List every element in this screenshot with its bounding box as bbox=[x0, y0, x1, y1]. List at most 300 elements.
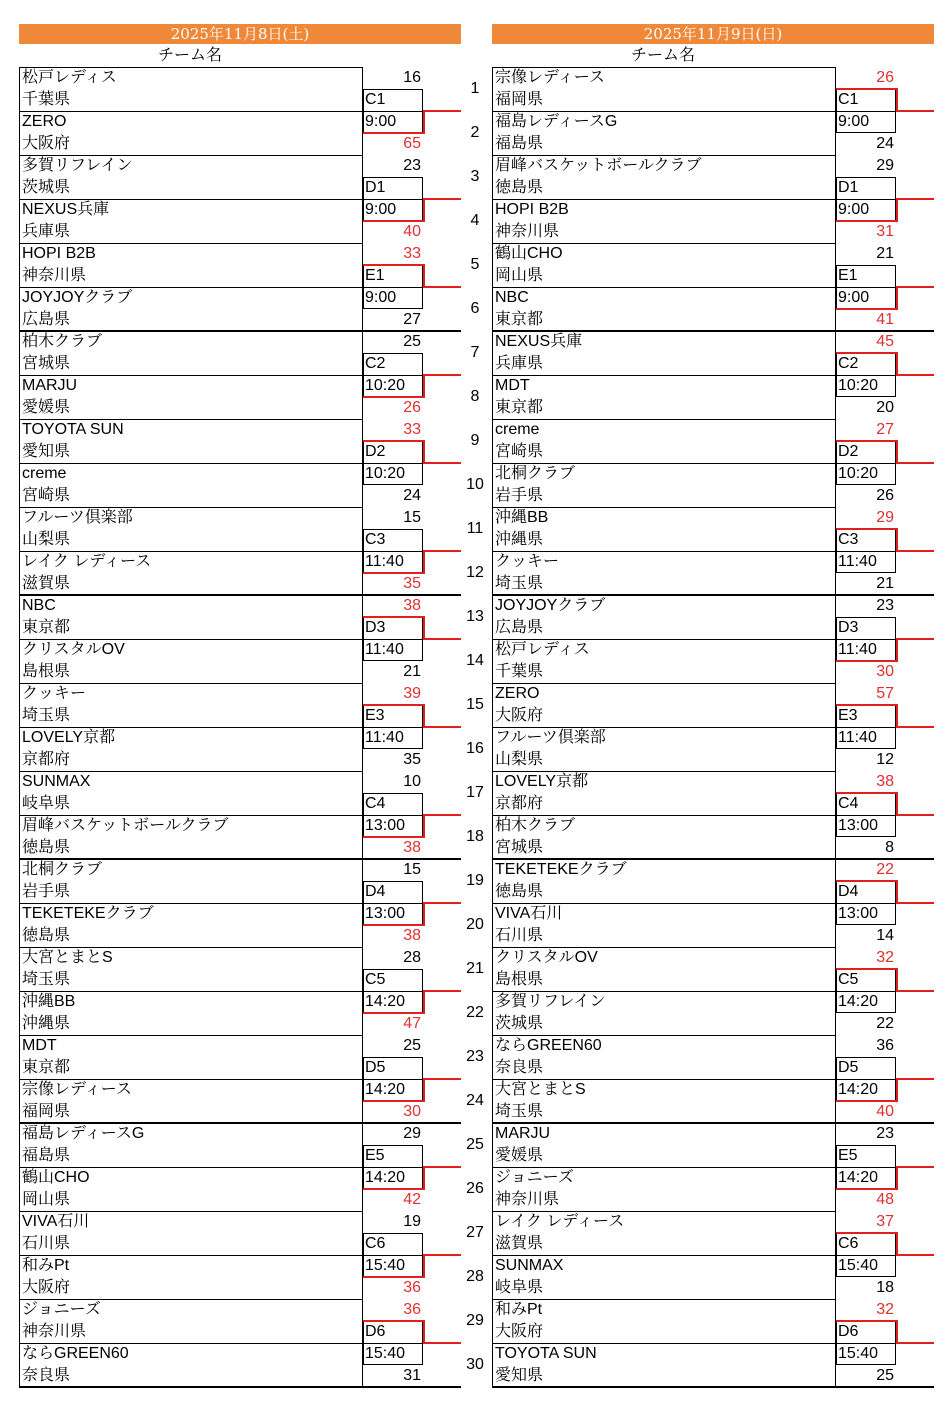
team-prefecture: 千葉県 bbox=[22, 91, 71, 108]
match-time: 15:40 bbox=[838, 1345, 879, 1362]
team-prefecture: 岩手県 bbox=[495, 487, 544, 504]
score-a: 23 bbox=[403, 157, 421, 174]
match-time: 11:40 bbox=[838, 641, 877, 658]
team-prefecture: 奈良県 bbox=[495, 1059, 544, 1076]
row-divider bbox=[19, 1255, 363, 1256]
match-time: 13:00 bbox=[838, 905, 879, 922]
team-prefecture: 宮城県 bbox=[22, 355, 71, 372]
winner-bracket bbox=[836, 1100, 898, 1102]
winner-bracket bbox=[423, 110, 461, 112]
score-b: 40 bbox=[876, 1103, 894, 1120]
winner-bracket bbox=[896, 726, 934, 728]
team-name: HOPI B2B bbox=[495, 201, 569, 218]
winner-bracket bbox=[363, 836, 425, 838]
team-prefecture: 山梨県 bbox=[22, 531, 71, 548]
winner-bracket bbox=[423, 374, 461, 376]
team-name: 眉峰バスケットボールクラブ bbox=[495, 157, 702, 174]
court-code: E3 bbox=[365, 707, 385, 724]
team-prefecture: 埼玉県 bbox=[495, 1103, 544, 1120]
match-time: 14:20 bbox=[365, 1169, 406, 1186]
score-a: 16 bbox=[403, 69, 421, 86]
court-code: D1 bbox=[838, 179, 859, 196]
winner-bracket bbox=[423, 1342, 461, 1344]
match-number: 1 bbox=[470, 80, 480, 97]
score-a: 23 bbox=[876, 597, 894, 614]
team-name: LOVELY京都 bbox=[22, 729, 116, 746]
team-name: TEKETEKEクラブ bbox=[22, 905, 154, 922]
team-prefecture: 神奈川県 bbox=[22, 267, 87, 284]
team-name: レイク レディース bbox=[495, 1213, 625, 1230]
team-prefecture: 宮城県 bbox=[495, 839, 544, 856]
team-name: NBC bbox=[495, 289, 529, 306]
score-b: 18 bbox=[876, 1279, 894, 1296]
score-a: 26 bbox=[876, 69, 894, 86]
team-name: MARJU bbox=[22, 377, 78, 394]
team-prefecture: 兵庫県 bbox=[22, 223, 71, 240]
winner-bracket bbox=[363, 132, 425, 134]
team-prefecture: 兵庫県 bbox=[495, 355, 544, 372]
court-code: C6 bbox=[838, 1235, 859, 1252]
match-number: 6 bbox=[470, 300, 480, 317]
winner-bracket bbox=[896, 352, 898, 376]
group-separator bbox=[492, 330, 934, 332]
match-time: 14:20 bbox=[365, 1081, 406, 1098]
winner-bracket bbox=[896, 88, 898, 112]
score-a: 32 bbox=[876, 1301, 894, 1318]
court-code: C2 bbox=[838, 355, 859, 372]
score-b: 31 bbox=[876, 223, 894, 240]
winner-bracket bbox=[896, 550, 934, 552]
winner-bracket bbox=[363, 1276, 425, 1278]
team-prefecture: 大阪府 bbox=[22, 135, 71, 152]
court-code: D4 bbox=[365, 883, 386, 900]
score-b: 20 bbox=[876, 399, 894, 416]
score-b: 38 bbox=[403, 927, 421, 944]
team-name: TOYOTA SUN bbox=[22, 421, 124, 438]
court-code: C5 bbox=[365, 971, 386, 988]
team-name: フルーツ倶楽部 bbox=[495, 729, 606, 746]
winner-bracket bbox=[363, 704, 425, 706]
score-b: 65 bbox=[403, 135, 421, 152]
winner-bracket bbox=[896, 902, 934, 904]
match-number: 23 bbox=[466, 1048, 484, 1065]
score-a: 21 bbox=[876, 245, 894, 262]
match-number: 24 bbox=[466, 1092, 484, 1109]
match-number: 9 bbox=[470, 432, 480, 449]
winner-bracket bbox=[836, 352, 898, 354]
court-code: C4 bbox=[838, 795, 859, 812]
score-b: 25 bbox=[876, 1367, 894, 1384]
match-number: 4 bbox=[470, 212, 480, 229]
match-number: 5 bbox=[470, 256, 480, 273]
team-name: 福島レディースG bbox=[495, 113, 618, 130]
team-name: 多賀リフレイン bbox=[22, 157, 133, 174]
winner-bracket bbox=[896, 704, 898, 728]
team-prefecture: 愛媛県 bbox=[495, 1147, 544, 1164]
score-b: 47 bbox=[403, 1015, 421, 1032]
team-prefecture: 島根県 bbox=[495, 971, 544, 988]
score-b: 26 bbox=[876, 487, 894, 504]
winner-bracket bbox=[896, 198, 898, 222]
team-prefecture: 岐阜県 bbox=[22, 795, 71, 812]
team-prefecture: 沖縄県 bbox=[495, 531, 544, 548]
winner-bracket bbox=[423, 1320, 425, 1344]
team-prefecture: 宮崎県 bbox=[495, 443, 544, 460]
team-name: 宗像レディース bbox=[22, 1081, 132, 1098]
winner-bracket bbox=[836, 792, 898, 794]
score-b: 26 bbox=[403, 399, 421, 416]
score-b: 48 bbox=[876, 1191, 894, 1208]
winner-bracket bbox=[896, 528, 898, 552]
score-b: 27 bbox=[403, 311, 421, 328]
winner-bracket bbox=[896, 1078, 898, 1102]
court-code: D6 bbox=[838, 1323, 859, 1340]
team-prefecture: 岡山県 bbox=[495, 267, 544, 284]
team-prefecture: 福島県 bbox=[22, 1147, 71, 1164]
score-a: 10 bbox=[403, 773, 421, 790]
team-prefecture: 愛媛県 bbox=[22, 399, 71, 416]
match-time: 9:00 bbox=[365, 113, 397, 130]
court-code: E5 bbox=[365, 1147, 385, 1164]
team-prefecture: 東京都 bbox=[495, 311, 544, 328]
match-number: 3 bbox=[470, 168, 480, 185]
score-a: 22 bbox=[876, 861, 894, 878]
group-separator bbox=[19, 858, 461, 860]
team-prefecture: 東京都 bbox=[22, 619, 71, 636]
winner-bracket bbox=[423, 440, 425, 464]
match-number: 10 bbox=[466, 476, 484, 493]
match-number: 18 bbox=[466, 828, 484, 845]
match-time: 11:40 bbox=[838, 729, 877, 746]
score-a: 28 bbox=[403, 949, 421, 966]
team-prefecture: 石川県 bbox=[495, 927, 544, 944]
score-b: 22 bbox=[876, 1015, 894, 1032]
score-a: 25 bbox=[403, 333, 421, 350]
winner-bracket bbox=[363, 1012, 425, 1014]
team-name: NEXUS兵庫 bbox=[22, 201, 110, 218]
winner-bracket bbox=[423, 1078, 425, 1102]
winner-bracket bbox=[896, 1320, 898, 1344]
winner-bracket bbox=[423, 462, 461, 464]
winner-bracket bbox=[896, 968, 898, 992]
team-prefecture: 奈良県 bbox=[22, 1367, 71, 1384]
team-name: ジョニーズ bbox=[22, 1301, 101, 1318]
team-name: MDT bbox=[22, 1037, 57, 1054]
score-a: 29 bbox=[876, 509, 894, 526]
winner-bracket bbox=[896, 198, 934, 200]
match-time: 11:40 bbox=[365, 553, 404, 570]
winner-bracket bbox=[423, 110, 425, 134]
team-prefecture: 徳島県 bbox=[495, 883, 544, 900]
team-name: クッキー bbox=[22, 685, 87, 702]
court-code: C6 bbox=[365, 1235, 386, 1252]
match-number: 15 bbox=[466, 696, 484, 713]
team-prefecture: 神奈川県 bbox=[495, 223, 560, 240]
team-name-header: チーム名 bbox=[630, 47, 695, 64]
team-prefecture: 広島県 bbox=[22, 311, 71, 328]
team-name: フルーツ倶楽部 bbox=[22, 509, 133, 526]
match-number: 21 bbox=[466, 960, 484, 977]
group-separator bbox=[19, 1122, 461, 1124]
match-time: 10:20 bbox=[365, 377, 406, 394]
score-a: 15 bbox=[403, 509, 421, 526]
score-a: 27 bbox=[876, 421, 894, 438]
score-b: 21 bbox=[403, 663, 421, 680]
score-b: 30 bbox=[876, 663, 894, 680]
score-b: 30 bbox=[403, 1103, 421, 1120]
score-a: 25 bbox=[403, 1037, 421, 1054]
match-time: 11:40 bbox=[838, 553, 877, 570]
match-number: 7 bbox=[470, 344, 480, 361]
score-a: 36 bbox=[403, 1301, 421, 1318]
winner-bracket bbox=[896, 1166, 898, 1190]
match-time: 13:00 bbox=[838, 817, 879, 834]
winner-bracket bbox=[423, 704, 425, 728]
team-prefecture: 神奈川県 bbox=[22, 1323, 87, 1340]
team-name: MDT bbox=[495, 377, 530, 394]
team-prefecture: 東京都 bbox=[22, 1059, 71, 1076]
team-prefecture: 山梨県 bbox=[495, 751, 544, 768]
team-prefecture: 京都府 bbox=[495, 795, 544, 812]
match-time: 11:40 bbox=[365, 641, 404, 658]
match-number: 22 bbox=[466, 1004, 484, 1021]
winner-bracket bbox=[896, 286, 934, 288]
winner-bracket bbox=[836, 968, 898, 970]
group-separator bbox=[492, 1122, 934, 1124]
winner-bracket bbox=[896, 1166, 934, 1168]
team-prefecture: 宮崎県 bbox=[22, 487, 71, 504]
winner-bracket bbox=[896, 880, 898, 904]
winner-bracket bbox=[423, 198, 461, 200]
team-name: creme bbox=[22, 465, 67, 482]
court-code: E1 bbox=[365, 267, 385, 284]
team-prefecture: 茨城県 bbox=[495, 1015, 544, 1032]
team-name: ZERO bbox=[495, 685, 540, 702]
winner-bracket bbox=[363, 616, 425, 618]
court-code: C1 bbox=[365, 91, 386, 108]
winner-bracket bbox=[896, 462, 934, 464]
team-name: VIVA石川 bbox=[22, 1213, 90, 1230]
winner-bracket bbox=[836, 704, 898, 706]
match-number: 14 bbox=[466, 652, 484, 669]
team-prefecture: 大阪府 bbox=[495, 707, 544, 724]
team-name: creme bbox=[495, 421, 540, 438]
team-name: 鶴山CHO bbox=[495, 245, 563, 262]
winner-bracket bbox=[423, 550, 425, 574]
winner-bracket bbox=[423, 616, 425, 640]
score-a: 38 bbox=[876, 773, 894, 790]
winner-bracket bbox=[836, 308, 898, 310]
score-a: 15 bbox=[403, 861, 421, 878]
match-number: 17 bbox=[466, 784, 484, 801]
winner-bracket bbox=[836, 528, 898, 530]
score-b: 12 bbox=[876, 751, 894, 768]
winner-bracket bbox=[423, 550, 461, 552]
winner-bracket bbox=[423, 638, 461, 640]
score-b: 38 bbox=[403, 839, 421, 856]
team-prefecture: 京都府 bbox=[22, 751, 71, 768]
group-separator bbox=[492, 858, 934, 860]
match-time: 14:20 bbox=[838, 993, 879, 1010]
winner-bracket bbox=[896, 1254, 934, 1256]
score-a: 39 bbox=[403, 685, 421, 702]
court-code: C4 bbox=[365, 795, 386, 812]
score-a: 57 bbox=[876, 685, 894, 702]
team-name: 宗像レディース bbox=[495, 69, 605, 86]
match-number: 19 bbox=[466, 872, 484, 889]
match-time: 9:00 bbox=[838, 289, 870, 306]
score-a: 33 bbox=[403, 245, 421, 262]
team-name: 沖縄BB bbox=[22, 993, 76, 1010]
score-b: 24 bbox=[403, 487, 421, 504]
team-name: 柏木クラブ bbox=[22, 333, 103, 350]
score-a: 36 bbox=[876, 1037, 894, 1054]
winner-bracket bbox=[423, 374, 425, 398]
court-code: E3 bbox=[838, 707, 858, 724]
winner-bracket bbox=[836, 88, 898, 90]
team-name: JOYJOYクラブ bbox=[22, 289, 133, 306]
row-divider bbox=[19, 463, 363, 464]
match-number: 27 bbox=[466, 1224, 484, 1241]
team-prefecture: 島根県 bbox=[22, 663, 71, 680]
team-prefecture: 大阪府 bbox=[495, 1323, 544, 1340]
row-divider bbox=[19, 111, 363, 112]
row-divider bbox=[492, 287, 836, 288]
match-time: 9:00 bbox=[365, 201, 397, 218]
winner-bracket bbox=[363, 1320, 425, 1322]
team-prefecture: 茨城県 bbox=[22, 179, 71, 196]
match-time: 9:00 bbox=[838, 201, 870, 218]
winner-bracket bbox=[423, 1254, 461, 1256]
winner-bracket bbox=[896, 638, 934, 640]
match-number: 25 bbox=[466, 1136, 484, 1153]
winner-bracket bbox=[896, 1342, 934, 1344]
team-prefecture: 岩手県 bbox=[22, 883, 71, 900]
winner-bracket bbox=[423, 286, 461, 288]
winner-bracket bbox=[423, 1078, 461, 1080]
winner-bracket bbox=[836, 1232, 898, 1234]
winner-bracket bbox=[896, 990, 934, 992]
match-number: 11 bbox=[466, 520, 484, 537]
team-prefecture: 埼玉県 bbox=[22, 971, 71, 988]
team-name: SUNMAX bbox=[495, 1257, 564, 1274]
winner-bracket bbox=[363, 440, 425, 442]
match-time: 14:20 bbox=[838, 1169, 879, 1186]
winner-bracket bbox=[896, 792, 898, 816]
score-b: 42 bbox=[403, 1191, 421, 1208]
team-prefecture: 石川県 bbox=[22, 1235, 71, 1252]
team-prefecture: 徳島県 bbox=[495, 179, 544, 196]
date-header: 2025年11月9日(日) bbox=[492, 24, 934, 44]
score-b: 31 bbox=[403, 1367, 421, 1384]
team-prefecture: 福岡県 bbox=[22, 1103, 71, 1120]
team-name: ならGREEN60 bbox=[495, 1037, 602, 1054]
team-prefecture: 東京都 bbox=[495, 399, 544, 416]
match-time: 15:40 bbox=[838, 1257, 879, 1274]
group-separator bbox=[19, 330, 461, 332]
day-column bbox=[19, 0, 465, 1409]
match-number: 16 bbox=[466, 740, 484, 757]
date-header: 2025年11月8日(土) bbox=[19, 24, 461, 44]
winner-bracket bbox=[423, 1254, 425, 1278]
winner-bracket bbox=[896, 1078, 934, 1080]
winner-bracket bbox=[423, 198, 425, 222]
score-a: 37 bbox=[876, 1213, 894, 1230]
score-b: 24 bbox=[876, 135, 894, 152]
court-code: C3 bbox=[838, 531, 859, 548]
winner-bracket bbox=[836, 1320, 898, 1322]
team-name: クリスタルOV bbox=[22, 641, 125, 658]
score-b: 21 bbox=[876, 575, 894, 592]
match-time: 14:20 bbox=[838, 1081, 879, 1098]
team-name: 北桐クラブ bbox=[495, 465, 576, 482]
team-prefecture: 福岡県 bbox=[495, 91, 544, 108]
team-name: レイク レディース bbox=[22, 553, 152, 570]
team-name: VIVA石川 bbox=[495, 905, 563, 922]
team-prefecture: 徳島県 bbox=[22, 839, 71, 856]
match-time: 15:40 bbox=[365, 1345, 406, 1362]
winner-bracket bbox=[423, 264, 425, 288]
winner-bracket bbox=[423, 990, 461, 992]
match-time: 15:40 bbox=[365, 1257, 406, 1274]
winner-bracket bbox=[836, 1188, 898, 1190]
winner-bracket bbox=[896, 110, 934, 112]
winner-bracket bbox=[896, 440, 898, 464]
match-time: 10:20 bbox=[838, 377, 879, 394]
winner-bracket bbox=[423, 814, 461, 816]
team-name: TEKETEKEクラブ bbox=[495, 861, 627, 878]
team-prefecture: 神奈川県 bbox=[495, 1191, 560, 1208]
team-name: クッキー bbox=[495, 553, 560, 570]
team-name: 沖縄BB bbox=[495, 509, 549, 526]
winner-bracket bbox=[836, 660, 898, 662]
match-time: 11:40 bbox=[365, 729, 404, 746]
match-number: 12 bbox=[466, 564, 484, 581]
score-a: 33 bbox=[403, 421, 421, 438]
team-prefecture: 愛知県 bbox=[22, 443, 71, 460]
match-time: 13:00 bbox=[365, 905, 406, 922]
team-name: 北桐クラブ bbox=[22, 861, 103, 878]
team-name: 松戸レディス bbox=[22, 69, 117, 86]
team-prefecture: 岡山県 bbox=[22, 1191, 71, 1208]
match-time: 9:00 bbox=[365, 289, 397, 306]
winner-bracket bbox=[836, 220, 898, 222]
score-b: 36 bbox=[403, 1279, 421, 1296]
court-code: D5 bbox=[365, 1059, 386, 1076]
score-b: 14 bbox=[876, 927, 894, 944]
group-separator bbox=[19, 594, 461, 596]
winner-bracket bbox=[423, 1166, 461, 1168]
winner-bracket bbox=[896, 286, 898, 310]
score-b: 8 bbox=[885, 839, 894, 856]
team-prefecture: 滋賀県 bbox=[495, 1235, 544, 1252]
score-a: 38 bbox=[403, 597, 421, 614]
winner-bracket bbox=[896, 374, 934, 376]
match-time: 9:00 bbox=[838, 113, 870, 130]
court-code: C1 bbox=[838, 91, 859, 108]
team-name: クリスタルOV bbox=[495, 949, 598, 966]
score-a: 29 bbox=[403, 1125, 421, 1142]
group-separator bbox=[19, 1386, 461, 1388]
team-name: 大宮とまとS bbox=[22, 949, 113, 966]
winner-bracket bbox=[423, 1166, 425, 1190]
court-code: D2 bbox=[365, 443, 386, 460]
court-code: D3 bbox=[365, 619, 386, 636]
winner-bracket bbox=[363, 1188, 425, 1190]
match-time: 10:20 bbox=[838, 465, 879, 482]
winner-bracket bbox=[423, 814, 425, 838]
winner-bracket bbox=[363, 572, 425, 574]
